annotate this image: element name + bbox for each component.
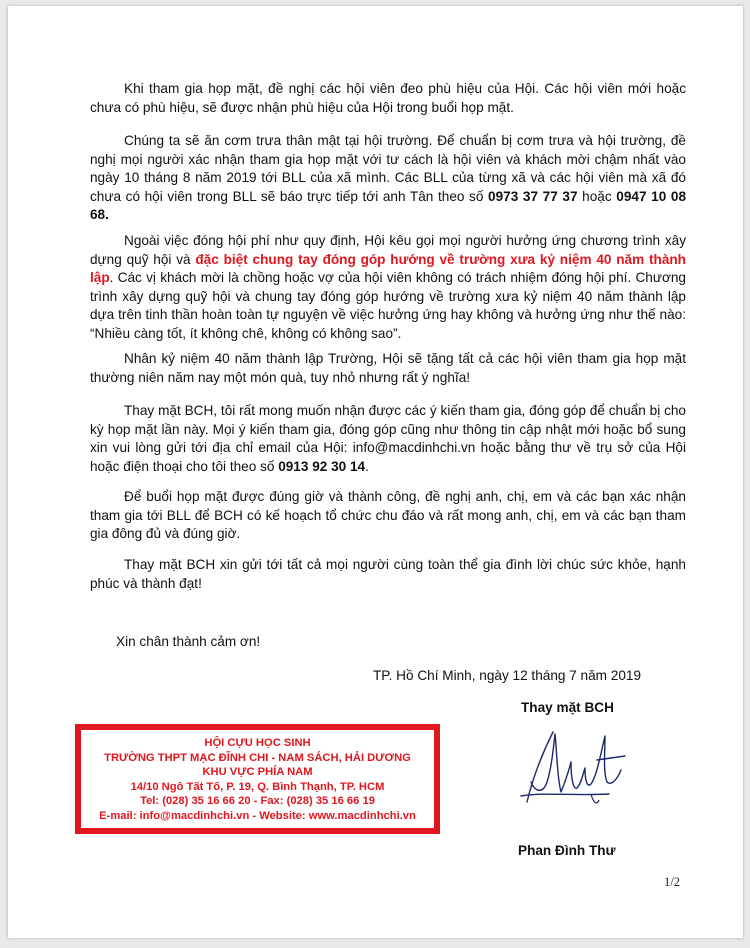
- paragraph-fund: [90, 232, 686, 344]
- stamp-line-4: 14/10 Ngô Tất Tố, P. 19, Q. Bình Thạnh, TP. HCM: [130, 780, 385, 793]
- stamp-line-6: E-mail: info@macdinhchi.vn - Website: www.macdinhchi.vn: [99, 809, 416, 822]
- paragraph-badges-text: Khi tham gia họp mặt, đề nghị các hội viên đeo phù hiệu của Hội. Các hội viên mới hoặc chưa có phù hiệu, sẽ được nhận phù hiệu của Hội trong buổi họp mặt.: [90, 81, 686, 115]
- document-page: [8, 6, 743, 938]
- paragraph-feedback-end: .: [365, 458, 369, 474]
- paragraph-lunch: [90, 132, 686, 225]
- stamp-line-2: TRƯỜNG THPT MẠC ĐĨNH CHI - NAM SÁCH, HẢI DƯƠNG: [104, 751, 411, 764]
- phone-number-1: 0973 37 77 37: [488, 188, 578, 204]
- paragraph-punctuality: [90, 488, 686, 544]
- paragraph-fund-highlight: đặc biệt chung tay đóng góp hướng về trường xưa kỷ niệm 40 năm thành lập: [90, 251, 686, 286]
- paragraph-punctuality-text: Để buổi họp mặt được đúng giờ và thành công, đề nghị anh, chị, em và các bạn xác nhận tham gia tới BLL để BCH có kế hoạch tổ chức chu đáo và rất mong anh, chị, em và các bạn tham gia đông đủ và đúng giờ.: [90, 489, 686, 542]
- stamp-line-1: HỘI CỰU HỌC SINH: [204, 737, 311, 749]
- paragraph-wishes-text: Thay mặt BCH xin gửi tới tất cả mọi người cùng toàn thể gia đình lời chúc sức khỏe, hạnh phúc và thành đạt!: [90, 557, 686, 591]
- paragraph-gift: [90, 350, 686, 387]
- paragraph-fund-text-1: Ngoài việc đóng hội phí như quy định, Hội kêu gọi mọi người hưởng ứng chương trình xây dựng quỹ hội và: [90, 233, 686, 267]
- phone-number-3: 0913 92 30 14: [278, 458, 366, 474]
- paragraph-badges: [90, 80, 686, 117]
- stamp-line-5: Tel: (028) 35 16 66 20 - Fax: (028) 35 16 66 19: [140, 795, 375, 808]
- place-date: TP. Hồ Chí Minh, ngày 12 tháng 7 năm 2019: [373, 668, 642, 683]
- paragraph-feedback: [90, 402, 686, 476]
- thanks-line: Xin chân thành cảm ơn!: [116, 634, 261, 649]
- on-behalf-label: Thay mặt BCH: [521, 700, 614, 715]
- association-stamp: [75, 724, 440, 834]
- paragraph-gift-text: Nhân kỷ niệm 40 năm thành lập Trường, Hội sẽ tặng tất cả các hội viên tham gia họp mặt thường niên năm nay một món quà, tuy nhỏ nhưng rất ý nghĩa!: [90, 351, 686, 385]
- paragraph-lunch-or: hoặc: [577, 188, 617, 204]
- paragraph-feedback-text: Thay mặt BCH, tôi rất mong muốn nhận được các ý kiến tham gia, đóng góp để chuẩn bị cho kỳ họp mặt lần này. Mọi ý kiến tham gia, đóng góp cũng như thông tin cập nhật mới hoặc bổ sung xin vui lòng gửi tới địa chỉ email của Hội: info@macdinhchi.vn hoặc bằng thư về trụ sở của Hội hoặc điện thoại cho tôi theo số: [90, 403, 686, 474]
- stamp-line-3: KHU VỰC PHÍA NAM: [202, 766, 313, 779]
- phone-number-2: 0947 10 08 68.: [90, 188, 686, 223]
- handwritten-signature: [513, 722, 633, 822]
- paragraph-wishes: [90, 556, 686, 593]
- paragraph-lunch-text: Chúng ta sẽ ăn cơm trưa thân mật tại hội trường. Để chuẩn bị cơm trưa và hội trường, đề nghị mọi người xác nhận tham gia họp mặt với tư cách là hội viên và khách mời chậm nhất vào ngày 10 tháng 8 năm 2019 tới BLL của xã mình. Các BLL của từng xã và các hội viên mà xã đó chưa có hội viên trong BLL sẽ báo trực tiếp tới anh Tân theo số: [90, 133, 686, 204]
- page-number: 1/2: [664, 875, 680, 889]
- paragraph-fund-text-2: . Các vị khách mời là chồng hoặc vợ của hội viên không có trách nhiệm đóng hội phí. Chương trình xây dựng quỹ hội và chung tay đóng góp hướng về trường xưa kỷ niệm 40 năm thành lập dựa trên tinh thần hoàn toàn tự nguyện về việc hưởng ứng hay không và hưởng ứng như thế nào: “Nhiều càng tốt, ít không chê, không có không sao”.: [90, 270, 686, 341]
- signer-name: Phan Đình Thư: [518, 843, 616, 858]
